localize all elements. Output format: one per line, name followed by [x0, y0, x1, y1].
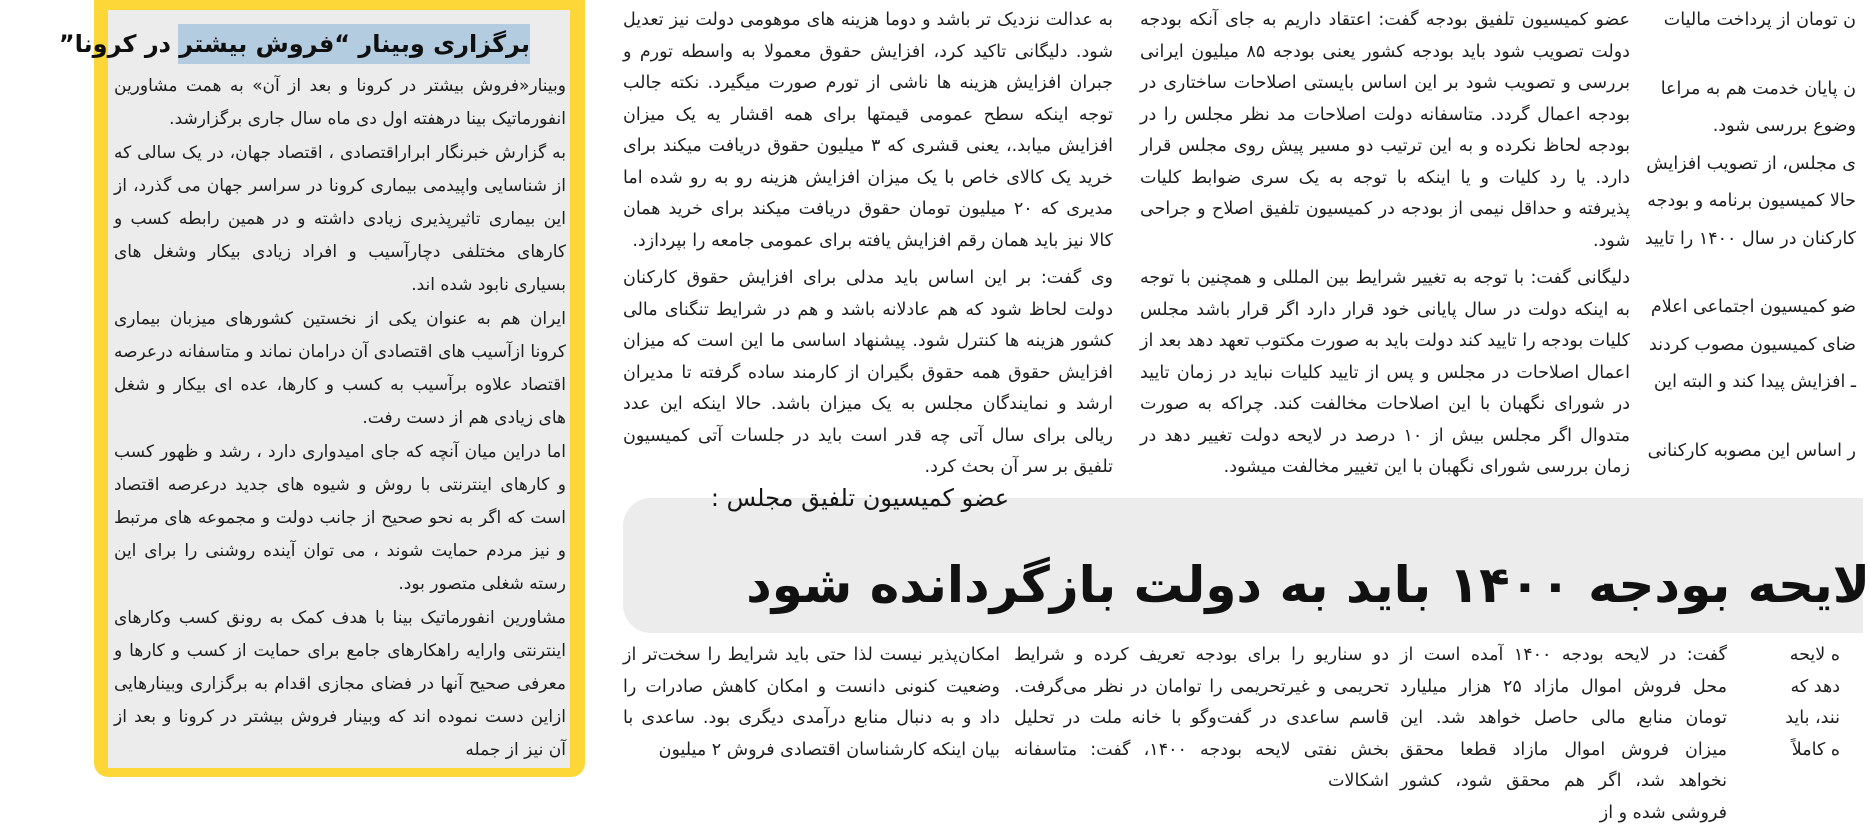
- news-box-paragraph: اما دراین میان آنچه که جای امیدواری دارد ، رشد و ظهور کسب و کارهای اینترنتی با روش و شیوه های جدید درعرصه اقتصاد است که اگر به نحو صحیح از جانب دولت و مجموعه های مرتبط و نیز مردم حمایت شوند ، می توان آینده روشنی را برای این رسته شغلی متصور بود.: [114, 442, 566, 594]
- news-box-body: [114, 70, 566, 770]
- article-paragraph: گفت: در لایحه بودجه ۱۴۰۰ آمده است از محل فروش اموال مازاد ۲۵ هزار میلیارد تومان منابع مالی حاصل خواهد شد. این میزان فروش اموال مازاد قطعا محقق نخواهد شد، اگر هم محقق شود، کشور فروشی شده و از: [1400, 645, 1727, 823]
- bottom-article-column-3: [1400, 640, 1727, 823]
- headline: لایحه بودجه ۱۴۰۰ باید به دولت بازگردانده شود: [746, 556, 1870, 614]
- article-line: ه لایحه: [1789, 645, 1840, 665]
- news-box-paragraph: به گزارش خبرنگار ابراراقتصادی ، اقتصاد جهان، در یک سالی که از شناسایی واپیدمی بیماری کرونا در سراسر جهان می گذرد، از این بیماری تاثیرپذیری زیادی داشته و در همین رابطه کسب و کارهای مختلفی دچارآسیب و افراد زیادی بیکار وشغل های بسیاری نابود شده اند.: [114, 143, 566, 295]
- bottom-article-column-4: [1740, 640, 1840, 777]
- article-line: ی مجلس، از تصویب افزایش: [1646, 153, 1856, 174]
- top-article-column-b: [1140, 5, 1630, 477]
- article-paragraph: دو سناریو را برای بودجه تعریف کرده و شرایط تحریمی و غیرتحریمی را توامان در نظر می‌گرفت. قاسم ساعدی در گفت‌وگو با خانه ملت در تحلیل بخش نفتی لایحه بودجه ۱۴۰۰، گفت: متاسفانه اشکالات: [1014, 645, 1389, 791]
- article-line: ن پایان خدمت هم به مراعا: [1660, 78, 1856, 99]
- article-line: ه کاملاً: [1791, 739, 1840, 760]
- article-paragraph: وی گفت: بر این اساس باید مدلی برای افزایش حقوق کارکنان دولت لحاظ شود که هم عادلانه باشد و هم در شرایط تنگنای مالی کشور هزینه ها کنترل شود. پیشنهاد اساسی ما این است که میزان افزایش حقوق همه حقوق بگیران از کارمند ساده گرفته تا مدیران ارشد و نمایندگان مجلس به یک میزان باشد. حالا اینکه این عدد ریالی برای سال آتی چه قدر است باید در جلسات آتی کمیسیون تلفیق بر سر آن بحث کرد.: [623, 268, 1113, 477]
- article-line: ضو کمیسیون اجتماعی اعلام: [1650, 297, 1856, 317]
- news-box-paragraph: وبینار«فروش بیشتر در کرونا و بعد از آن» به همت مشاورین انفورماتیک بینا درهفته اول دی ماه سال جاری برگزارشد.: [114, 76, 566, 129]
- article-line: دهد که: [1790, 676, 1840, 697]
- article-paragraph: امکان‌پذیر نیست لذا حتی باید شرایط را سخت‌تر از وضعیت کنونی دانست و امکان کاهش صادرات را داد و به دنبال منابع درآمدی دیگری بود. ساعدی با بیان اینکه کارشناسان اقتصادی فروش ۲ میلیون: [623, 645, 1000, 760]
- article-line: ضای کمیسیون مصوب کردند: [1649, 334, 1856, 355]
- news-box: [58, 0, 585, 777]
- bottom-article-column-2: [1014, 640, 1389, 791]
- article-paragraph: عضو کمیسیون تلفیق بودجه گفت: اعتقاد داریم به جای آنکه بودجه دولت تصویب شود باید بودجه کشور یعنی بودجه ۸۵ میلیون ایرانی بررسی و تصویب شود بر این اساس بایستی اصلاحات ساختاری در بودجه اعمال گردد. متاسفانه دولت اصلاحات مد نظر مجلس را در بودجه لحاظ نکرده و به این ترتیب دو مسیر پیش روی مجلس قرار دارد. یا رد کلیات و یا اینکه با توجه به یک سری ضوابط کلیات پذیرفته و حداقل نیمی از بودجه در کمیسیون تلفیق اصلاح و جراحی شود.: [1140, 10, 1630, 251]
- top-article-column-a: [623, 5, 1113, 477]
- news-box-paragraph: ایران هم به عنوان یکی از نخستین کشورهای میزبان بیماری کرونا ازآسیب های اقتصادی آن درامان نماند و متاسفانه درعرصه اقتصاد علاوه برآسیب به کسب و کارها، عده ای بیکار و شغل های زیادی هم از دست رفت.: [114, 309, 566, 428]
- article-paragraph: به عدالت نزدیک تر باشد و دوما هزینه های موهومی دولت نیز تعدیل شود. دلیگانی تاکید کرد، افزایش حقوق معمولا به واسطه تورم و جبران افزایش هزینه ها ناشی از تورم صورت میگیرد. نکته جالب توجه اینکه سطح عمومی قیمتها برای همه اقشار یه یک میزان افزایش میابد.، یعنی قشری که ۳ میلیون حقوق دریافت میکند برای خرید یک کالای خاص با یک میزان افزایش هزینه رو به رو شده اما مدیری که ۲۰ میلیون تومان حقوق دریافت میکند برای خرید همان کالا نیز باید همان رقم افزایش یافته برای عمومی جامعه را بپردازد.: [623, 10, 1113, 251]
- article-line: نند، باید: [1785, 708, 1840, 728]
- article-line: ـ افزایش پیدا کند و البته این: [1653, 372, 1856, 392]
- news-box-inner: [58, 10, 570, 768]
- news-box-paragraph: مشاورین انفورماتیک بینا با هدف کمک به رونق کسب وکارهای اینترنتی وارایه راهکارهای جامع برای حمایت از کسب و کارها و معرفی صحیح آنها در فضای مجازی اقدام به برگزاری وبینارهایی ازاین دست نموده اند که وبینار فروش بیشتر در کرونا و بعد از آن نیز از جمله: [114, 608, 566, 760]
- top-article-column-c: [1644, 5, 1856, 465]
- article-line: وضوع بررسی شود.: [1712, 116, 1856, 136]
- article-line: کارکنان در سال ۱۴۰۰ را تایید: [1644, 228, 1856, 249]
- article-paragraph: دلیگانی گفت: با توجه به تغییر شرایط بین المللی و همچنین با توجه به اینکه دولت در سال پایانی خود قرار دارد اگر قرار باشد مجلس کلیات بودجه را تایید کند دولت باید به صورت مکتوب تعهد دهد بعد از اعمال اصلاحات در مجلس و پس از تایید کلیات نباید در زمان تایید در شورای نگهبان با این اصلاحات مخالفت کند. چراکه به صورت متدوال اگر مجلس بیش از ۱۰ درصد در لایحه دولت تغییر دهد در زمان بررسی شورای نگهبان با این تغییر مخالفت میشود.: [1140, 268, 1630, 477]
- bottom-article-column-1: [623, 640, 1000, 777]
- article-line: حالا کمیسیون برنامه و بودجه: [1647, 191, 1856, 211]
- article-line: ر اساس این مصوبه کارکنانی: [1647, 440, 1856, 461]
- news-box-title: برگزاری وبینار “فروش بیشتر در کرونا”: [178, 24, 530, 64]
- article-line: ن تومان از پرداخت مالیات: [1663, 10, 1856, 30]
- headline-kicker: عضو کمیسیون تلفیق مجلس :: [710, 484, 1010, 512]
